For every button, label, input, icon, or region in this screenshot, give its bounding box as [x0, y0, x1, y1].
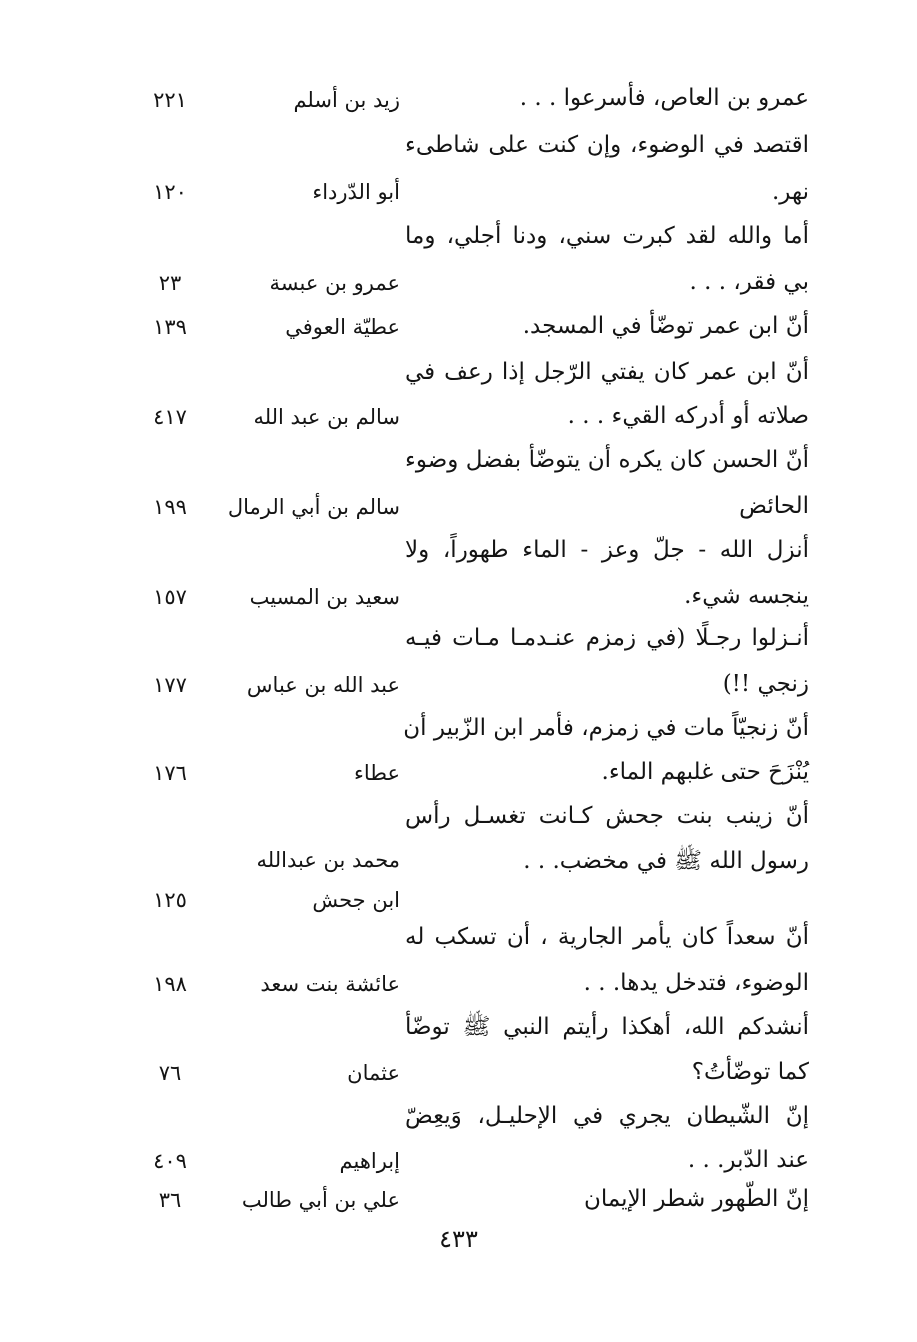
hadith-text-line: عند الدّبر. . . — [687, 1147, 809, 1173]
hadith-text-line: أنّ سعداً كان يأمر الجارية ، أن تسكب له — [405, 924, 809, 950]
reference-number: ١٩٩ — [153, 495, 187, 519]
narrator-name: إبراهيم — [339, 1149, 400, 1173]
hadith-text-line: أنّ زينب بنت جحش كـانت تغسـل رأس — [405, 803, 809, 829]
reference-number: ٤٠٩ — [153, 1149, 187, 1173]
reference-number: ٤١٧ — [153, 405, 187, 429]
narrator-name-line: محمد بن عبدالله — [256, 848, 400, 872]
hadith-text-line: أنـزلوا رجـلًا (في زمزم عنـدمـا مـات فيـه — [405, 625, 809, 651]
reference-number: ١٩٨ — [153, 972, 187, 996]
hadith-text-line: يُنْزَحَ حتى غلبهم الماء. — [601, 759, 809, 785]
hadith-text-line: زنجي !!) — [722, 671, 809, 697]
narrator-name: سالم بن أبي الرمال — [227, 495, 400, 519]
reference-number: ٢٣ — [158, 271, 182, 295]
reference-number: ١٥٧ — [153, 585, 187, 609]
narrator-name: عطيّة العوفي — [285, 315, 400, 339]
hadith-text-line: اقتصد في الوضوء، وإن كنت على شاطىء — [405, 132, 809, 158]
narrator-name: زيد بن أسلم — [293, 88, 400, 112]
reference-number: ١٧٧ — [153, 673, 187, 697]
hadith-text-line: كما توضّأتُ؟ — [691, 1059, 809, 1085]
narrator-name: سعيد بن المسيب — [249, 585, 400, 609]
hadith-text-line: أنّ ابن عمر كان يفتي الرّجل إذا رعف في — [405, 359, 809, 385]
narrator-name: عطاء — [353, 761, 400, 785]
reference-number: ١٢٠ — [153, 180, 187, 204]
hadith-text-line: أنّ الحسن كان يكره أن يتوضّأ بفضل وضوء — [405, 447, 809, 473]
narrator-name: علي بن أبي طالب — [241, 1188, 400, 1212]
hadith-text-line: إنّ الطّهور شطر الإيمان — [583, 1186, 809, 1212]
hadith-text-line: نهر. — [771, 179, 809, 205]
narrator-name: عبد الله بن عباس — [246, 673, 400, 697]
hadith-text-line: أما والله لقد كبرت سني، ودنا أجلي، وما — [405, 223, 809, 249]
narrator-name: عثمان — [347, 1061, 400, 1085]
hadith-text-line: الحائض — [739, 493, 809, 519]
reference-number: ٣٦ — [158, 1188, 182, 1212]
hadith-text-line: أنزل الله - جلّ وعز - الماء طهوراً، ولا — [405, 537, 809, 563]
narrator-name-line: ابن جحش — [312, 888, 400, 912]
narrator-name: عمرو بن عبسة — [269, 271, 400, 295]
hadith-text-line: الوضوء، فتدخل يدها. . . — [583, 970, 809, 996]
hadith-text-line: أنّ زنجيّاً مات في زمزم، فأمر ابن الزّبير أن — [403, 715, 809, 741]
hadith-text-line: ينجسه شيء. — [684, 583, 809, 609]
narrator-name: عائشة بنت سعد — [260, 972, 400, 996]
hadith-text-line: عمرو بن العاص، فأسرعوا . . . — [519, 85, 809, 111]
page-number: ٤٣٣ — [439, 1225, 478, 1253]
hadith-text-line: صلاته أو أدركه القيء . . . — [567, 403, 809, 429]
reference-number: ١٢٥ — [153, 888, 187, 912]
hadith-text-line: أنّ ابن عمر توضّأ في المسجد. — [522, 313, 809, 339]
hadith-text-line: أنشدكم الله، أهكذا رأيتم النبي ﷺ توضّأ — [405, 1014, 809, 1040]
hadith-text-line: إنّ الشّيطان يجري في الإحليـل، وَيعِضّ — [405, 1103, 809, 1129]
reference-number: ٢٢١ — [153, 88, 187, 112]
hadith-text-line: رسول الله ﷺ في مخضب. . . — [523, 848, 809, 874]
narrator-name: سالم بن عبد الله — [253, 405, 400, 429]
reference-number: ١٧٦ — [153, 761, 187, 785]
narrator-name: أبو الدّرداء — [312, 180, 400, 204]
reference-number: ٧٦ — [158, 1061, 182, 1085]
hadith-text-line: بي فقر، . . . — [689, 269, 809, 295]
reference-number: ١٣٩ — [153, 315, 187, 339]
